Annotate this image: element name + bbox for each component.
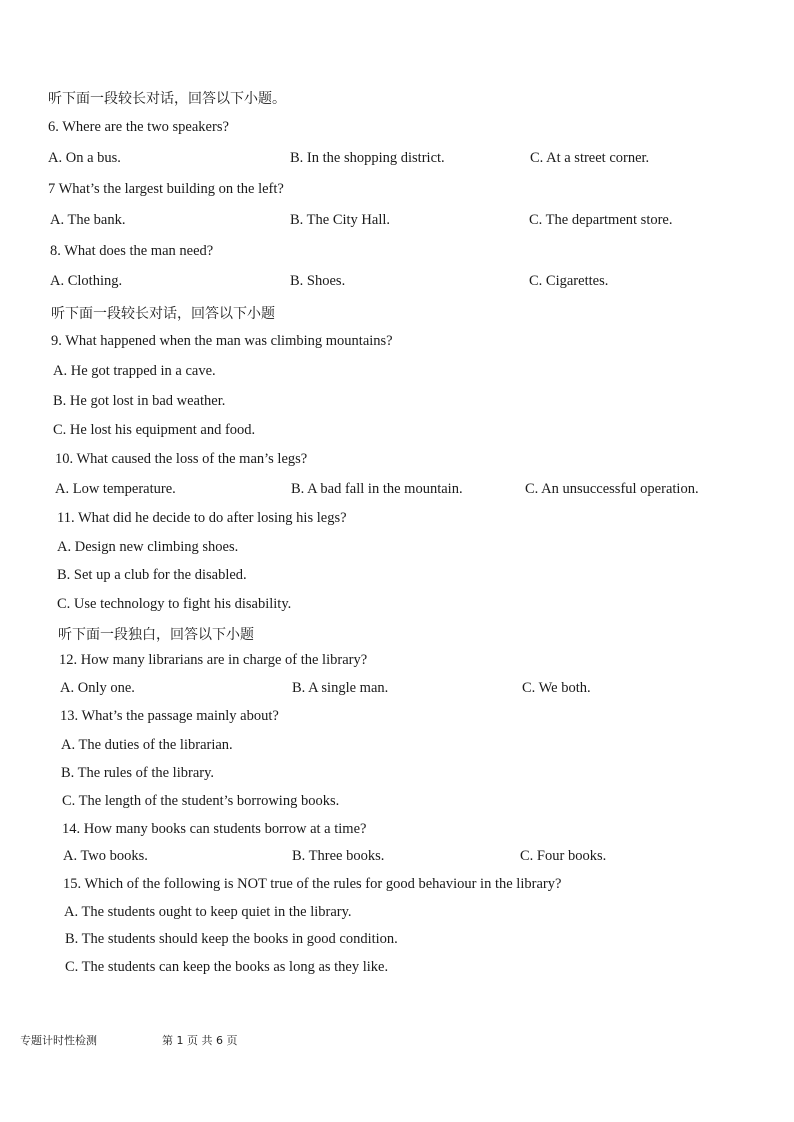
answer-option: C. Four books. [520, 848, 607, 864]
answer-option: A. Two books. [63, 848, 148, 864]
answer-option: B. He got lost in bad weather. [53, 393, 226, 409]
section-instruction: 听下面一段较长对话，回答以下小题 [51, 306, 275, 322]
question-stem: 15. Which of the following is NOT true of the rules for good behaviour in the library? [63, 876, 562, 892]
answer-option: C. Cigarettes. [529, 273, 609, 289]
question-stem: 13. What’s the passage mainly about? [60, 708, 279, 724]
answer-option: C. The length of the student’s borrowing books. [62, 793, 340, 809]
footer-title: 专题计时性检测 [20, 1034, 97, 1047]
answer-option: C. He lost his equipment and food. [53, 422, 256, 438]
answer-option: C. At a street corner. [530, 150, 650, 166]
page-number: 第 1 页 共 6 页 [162, 1034, 238, 1047]
answer-option: C. The department store. [529, 212, 673, 228]
question-stem: 9. What happened when the man was climbing mountains? [51, 333, 393, 349]
question-stem: 12. How many librarians are in charge of the library? [59, 652, 368, 668]
answer-option: A. Clothing. [50, 273, 123, 289]
answer-option: C. Use technology to fight his disability. [57, 596, 292, 612]
answer-option: B. Three books. [292, 848, 385, 864]
answer-option: B. Shoes. [290, 273, 346, 289]
answer-option: B. The rules of the library. [61, 765, 215, 781]
answer-option: C. We both. [522, 680, 591, 696]
question-stem: 10. What caused the loss of the man’s legs? [55, 451, 308, 467]
answer-option: A. The students ought to keep quiet in the library. [64, 904, 352, 920]
answer-option: B. The students should keep the books in good condition. [65, 931, 398, 947]
answer-option: C. An unsuccessful operation. [525, 481, 699, 497]
answer-option: B. A bad fall in the mountain. [291, 481, 463, 497]
answer-option: B. Set up a club for the disabled. [57, 567, 247, 583]
question-stem: 11. What did he decide to do after losing his legs? [57, 510, 347, 526]
section-instruction: 听下面一段独白，回答以下小题 [58, 627, 254, 643]
question-stem: 8. What does the man need? [50, 243, 214, 259]
question-stem: 14. How many books can students borrow at a time? [62, 821, 367, 837]
answer-option: C. The students can keep the books as long as they like. [65, 959, 389, 975]
answer-option: B. A single man. [292, 680, 389, 696]
question-stem: 7 What’s the largest building on the left? [48, 181, 284, 197]
answer-option: A. The bank. [50, 212, 126, 228]
section-instruction: 听下面一段较长对话，回答以下小题。 [48, 91, 286, 107]
answer-option: B. In the shopping district. [290, 150, 445, 166]
answer-option: A. The duties of the librarian. [61, 737, 233, 753]
answer-option: A. On a bus. [48, 150, 121, 166]
question-stem: 6. Where are the two speakers? [48, 119, 229, 135]
answer-option: A. He got trapped in a cave. [53, 363, 216, 379]
answer-option: A. Low temperature. [55, 481, 176, 497]
answer-option: B. The City Hall. [290, 212, 391, 228]
answer-option: A. Design new climbing shoes. [57, 539, 239, 555]
answer-option: A. Only one. [60, 680, 135, 696]
